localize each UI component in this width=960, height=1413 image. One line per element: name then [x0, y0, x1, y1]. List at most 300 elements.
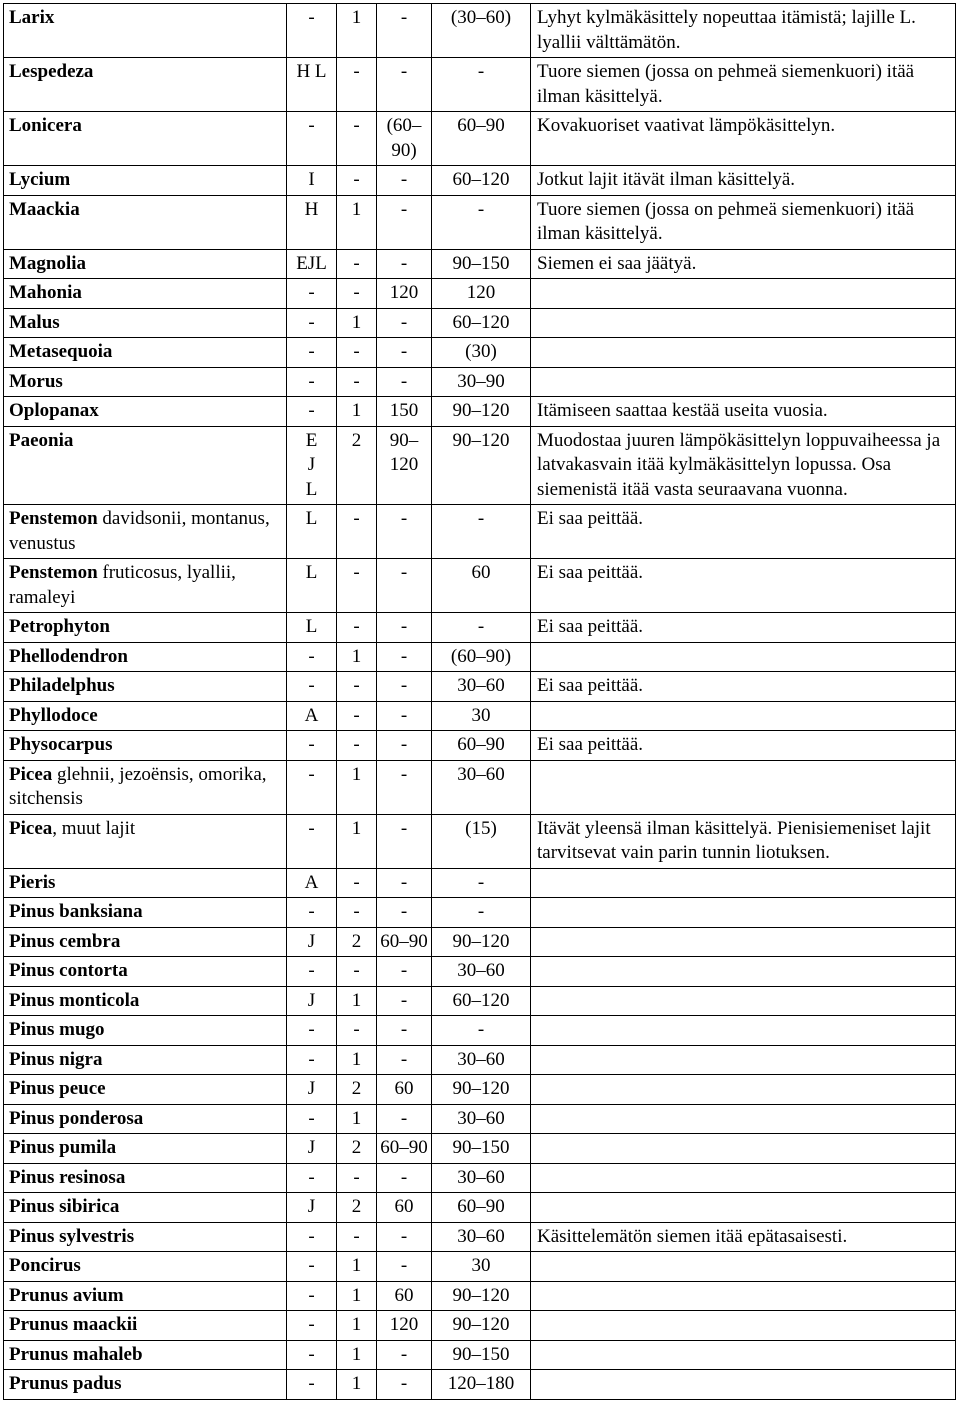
- value-cell-c: -: [377, 166, 432, 196]
- value-cell-a: L: [287, 505, 337, 559]
- value-cell-a: L: [287, 613, 337, 643]
- value-cell-a: J: [287, 1075, 337, 1105]
- genus-name: Pinus mugo: [9, 1019, 105, 1040]
- genus-name: Pinus peuce: [9, 1078, 106, 1099]
- value-cell-d: -: [432, 898, 531, 928]
- table-row: [4, 1045, 956, 1075]
- note-cell: Ei saa peittää.: [531, 505, 956, 559]
- genus-name: Pinus pumila: [9, 1137, 117, 1158]
- genus-name: Prunus mahaleb: [9, 1343, 143, 1365]
- value-cell-b: -: [337, 249, 377, 279]
- genus-name: Phyllodoce: [9, 704, 98, 726]
- value-cell-c: -: [377, 58, 432, 112]
- genus-name: Pinus banksiana: [9, 901, 143, 922]
- table-row: [4, 559, 956, 613]
- value-cell-a: -: [287, 279, 337, 309]
- value-cell-b: -: [337, 338, 377, 368]
- note-cell: [531, 1281, 956, 1311]
- value-cell-c: -: [377, 1252, 432, 1282]
- note-cell: [531, 338, 956, 368]
- note-cell: [531, 898, 956, 928]
- value-cell-b: 1: [337, 1045, 377, 1075]
- value-cell-c: 60–90: [377, 927, 432, 957]
- table-row: [4, 868, 956, 898]
- plant-name-cell: [4, 814, 287, 868]
- value-cell-d: 30–60: [432, 1222, 531, 1252]
- value-cell-d: 30–60: [432, 672, 531, 702]
- value-cell-b: 2: [337, 927, 377, 957]
- value-cell-c: -: [377, 1340, 432, 1370]
- value-cell-d: 120: [432, 279, 531, 309]
- value-cell-c: -: [377, 760, 432, 814]
- note-cell: Ei saa peittää.: [531, 672, 956, 702]
- value-cell-b: -: [337, 957, 377, 987]
- value-cell-b: 1: [337, 1311, 377, 1341]
- value-cell-a: -: [287, 672, 337, 702]
- genus-name: Pinus resinosa: [9, 1166, 126, 1188]
- value-cell-a: -: [287, 112, 337, 166]
- table-row: [4, 338, 956, 368]
- note-cell: [531, 1045, 956, 1075]
- value-cell-d: 60–120: [432, 986, 531, 1016]
- value-cell-d: (30–60): [432, 4, 531, 58]
- value-cell-b: 1: [337, 1281, 377, 1311]
- plant-name-cell: [4, 1311, 287, 1341]
- value-cell-d: 90–120: [432, 1075, 531, 1105]
- note-cell: [531, 642, 956, 672]
- plant-name-cell: [4, 1134, 287, 1164]
- value-cell-a: -: [287, 1340, 337, 1370]
- note-cell: Siemen ei saa jäätyä.: [531, 249, 956, 279]
- value-cell-b: 1: [337, 986, 377, 1016]
- genus-name: Pinus nigra: [9, 1048, 103, 1070]
- value-cell-a: -: [287, 1311, 337, 1341]
- value-cell-d: 90–120: [432, 426, 531, 505]
- note-cell: [531, 760, 956, 814]
- genus-name: Pinus ponderosa: [9, 1107, 144, 1129]
- table-row: [4, 1370, 956, 1400]
- value-cell-d: 60: [432, 559, 531, 613]
- value-cell-c: -: [377, 1370, 432, 1400]
- value-cell-a: -: [287, 1045, 337, 1075]
- note-cell: [531, 957, 956, 987]
- note-cell: Tuore siemen (jossa on pehmeä siemenkuori) itää ilman käsittelyä.: [531, 58, 956, 112]
- value-cell-b: 1: [337, 1370, 377, 1400]
- value-cell-d: 30–60: [432, 1045, 531, 1075]
- value-cell-b: 2: [337, 1075, 377, 1105]
- plant-name-cell: [4, 426, 287, 505]
- value-cell-c: -: [377, 505, 432, 559]
- table-row: [4, 249, 956, 279]
- table-row: [4, 1163, 956, 1193]
- plant-name-cell: [4, 642, 287, 672]
- plant-name-cell: [4, 166, 287, 196]
- value-cell-b: 1: [337, 814, 377, 868]
- value-cell-d: 90–150: [432, 1134, 531, 1164]
- table-row: [4, 426, 956, 505]
- value-cell-d: 90–150: [432, 1340, 531, 1370]
- genus-name: Phellodendron: [9, 645, 128, 667]
- value-cell-c: -: [377, 559, 432, 613]
- value-cell-a: -: [287, 957, 337, 987]
- value-cell-d: -: [432, 868, 531, 898]
- genus-name: Lonicera: [9, 115, 82, 136]
- value-cell-c: -: [377, 731, 432, 761]
- value-cell-d: 30: [432, 1252, 531, 1282]
- genus-name: Oplopanax: [9, 400, 99, 421]
- note-cell: [531, 1134, 956, 1164]
- plant-name-cell: [4, 58, 287, 112]
- plant-name-cell: [4, 868, 287, 898]
- genus-name: Magnolia: [9, 252, 87, 274]
- genus-name: Prunus maackii: [9, 1314, 138, 1335]
- note-cell: Itävät yleensä ilman käsittelyä. Pienisiemeniset lajit tarvitsevat vain parin tunnin liotuksen.: [531, 814, 956, 868]
- value-cell-b: -: [337, 701, 377, 731]
- plant-name-cell: [4, 898, 287, 928]
- plant-name-cell: [4, 249, 287, 279]
- note-cell: Käsittelemätön siemen itää epätasaisesti.: [531, 1222, 956, 1252]
- value-cell-c: -: [377, 4, 432, 58]
- value-cell-c: -: [377, 672, 432, 702]
- value-cell-c: 120: [377, 1311, 432, 1341]
- value-cell-c: 60: [377, 1281, 432, 1311]
- value-cell-a: J: [287, 986, 337, 1016]
- value-cell-a: -: [287, 4, 337, 58]
- note-cell: [531, 367, 956, 397]
- value-cell-a: -: [287, 367, 337, 397]
- value-cell-b: -: [337, 1016, 377, 1046]
- value-cell-a: -: [287, 1370, 337, 1400]
- table-row: [4, 642, 956, 672]
- value-cell-a: J: [287, 1134, 337, 1164]
- value-cell-c: 60: [377, 1075, 432, 1105]
- note-cell: Muodostaa juuren lämpökäsittelyn loppuvaiheessa ja latvakasvain itää kylmäkäsittelyn lopussa. Osa siemenistä itää vasta seuraavana vuonna.: [531, 426, 956, 505]
- plant-name-cell: [4, 1075, 287, 1105]
- plant-name-cell: [4, 1252, 287, 1282]
- value-cell-d: -: [432, 195, 531, 249]
- genus-name: Prunus padus: [9, 1373, 122, 1394]
- value-cell-d: 60–90: [432, 731, 531, 761]
- value-cell-c: -: [377, 249, 432, 279]
- value-cell-c: -: [377, 613, 432, 643]
- value-cell-a: A: [287, 701, 337, 731]
- note-cell: Ei saa peittää.: [531, 613, 956, 643]
- plant-name-cell: [4, 308, 287, 338]
- note-cell: Ei saa peittää.: [531, 731, 956, 761]
- table-row: [4, 1016, 956, 1046]
- value-cell-a: -: [287, 1281, 337, 1311]
- value-cell-c: -: [377, 195, 432, 249]
- value-cell-a: H L: [287, 58, 337, 112]
- value-cell-d: 60–120: [432, 166, 531, 196]
- value-cell-c: -: [377, 701, 432, 731]
- genus-name: Lycium: [9, 169, 71, 190]
- value-cell-a: A: [287, 868, 337, 898]
- value-cell-d: 60–90: [432, 1193, 531, 1223]
- note-cell: [531, 986, 956, 1016]
- genus-name: Morus: [9, 370, 63, 392]
- value-cell-d: -: [432, 613, 531, 643]
- value-cell-b: 1: [337, 308, 377, 338]
- plant-name-cell: [4, 1193, 287, 1223]
- value-cell-c: -: [377, 1045, 432, 1075]
- value-cell-a: -: [287, 1222, 337, 1252]
- value-cell-a: EJL: [287, 249, 337, 279]
- genus-name: Pinus sibirica: [9, 1196, 120, 1217]
- value-cell-b: -: [337, 1163, 377, 1193]
- value-cell-d: -: [432, 505, 531, 559]
- table-row: [4, 397, 956, 427]
- value-cell-a: E J L: [287, 426, 337, 505]
- value-cell-b: -: [337, 898, 377, 928]
- genus-name: Petrophyton: [9, 616, 110, 637]
- table-row: [4, 613, 956, 643]
- value-cell-a: I: [287, 166, 337, 196]
- note-cell: [531, 1311, 956, 1341]
- value-cell-c: 90–120: [377, 426, 432, 505]
- table-row: [4, 1281, 956, 1311]
- note-cell: [531, 308, 956, 338]
- value-cell-b: 1: [337, 397, 377, 427]
- plant-name-cell: [4, 1016, 287, 1046]
- value-cell-c: -: [377, 898, 432, 928]
- note-cell: [531, 1163, 956, 1193]
- value-cell-a: J: [287, 927, 337, 957]
- value-cell-a: -: [287, 1163, 337, 1193]
- note-cell: [531, 1193, 956, 1223]
- value-cell-a: -: [287, 1252, 337, 1282]
- table-body: [4, 4, 956, 1400]
- value-cell-a: -: [287, 814, 337, 868]
- genus-name: Pinus cembra: [9, 930, 121, 952]
- value-cell-d: 90–120: [432, 1281, 531, 1311]
- value-cell-b: 2: [337, 1134, 377, 1164]
- value-cell-b: 1: [337, 642, 377, 672]
- genus-name: Pinus sylvestris: [9, 1225, 135, 1247]
- plant-name-cell: [4, 672, 287, 702]
- note-cell: [531, 1016, 956, 1046]
- genus-name: Metasequoia: [9, 341, 113, 362]
- genus-name: Picea: [9, 817, 53, 839]
- table-row: [4, 279, 956, 309]
- value-cell-b: -: [337, 505, 377, 559]
- value-cell-d: 90–120: [432, 1311, 531, 1341]
- value-cell-b: -: [337, 112, 377, 166]
- plant-name-cell: [4, 112, 287, 166]
- value-cell-b: 2: [337, 426, 377, 505]
- plant-name-cell: [4, 338, 287, 368]
- genus-name: Maackia: [9, 198, 80, 220]
- note-cell: [531, 1075, 956, 1105]
- plant-name-cell: [4, 1045, 287, 1075]
- plant-name-cell: [4, 505, 287, 559]
- value-cell-b: 1: [337, 1104, 377, 1134]
- plant-name-cell: [4, 957, 287, 987]
- plant-name-cell: [4, 760, 287, 814]
- value-cell-a: L: [287, 559, 337, 613]
- plant-name-cell: [4, 4, 287, 58]
- table-row: [4, 308, 956, 338]
- genus-name: Philadelphus: [9, 675, 115, 696]
- table-row: [4, 672, 956, 702]
- table-row: [4, 166, 956, 196]
- value-cell-b: -: [337, 613, 377, 643]
- value-cell-b: 2: [337, 1193, 377, 1223]
- note-cell: [531, 868, 956, 898]
- genus-name: Poncirus: [9, 1255, 81, 1276]
- table-row: [4, 58, 956, 112]
- genus-name: Picea: [9, 763, 53, 785]
- table-row: [4, 4, 956, 58]
- table-row: [4, 1104, 956, 1134]
- value-cell-a: -: [287, 1104, 337, 1134]
- plant-name-cell: [4, 1163, 287, 1193]
- value-cell-a: -: [287, 397, 337, 427]
- plant-name-cell: [4, 613, 287, 643]
- table-row: [4, 1340, 956, 1370]
- value-cell-a: -: [287, 308, 337, 338]
- value-cell-c: -: [377, 986, 432, 1016]
- value-cell-d: (60–90): [432, 642, 531, 672]
- value-cell-d: 30–60: [432, 760, 531, 814]
- value-cell-c: -: [377, 308, 432, 338]
- genus-name: Paeonia: [9, 429, 74, 451]
- value-cell-c: (60–90): [377, 112, 432, 166]
- table-row: [4, 927, 956, 957]
- value-cell-c: -: [377, 1016, 432, 1046]
- value-cell-b: 1: [337, 195, 377, 249]
- value-cell-d: -: [432, 1016, 531, 1046]
- note-cell: Itämiseen saattaa kestää useita vuosia.: [531, 397, 956, 427]
- value-cell-b: -: [337, 58, 377, 112]
- value-cell-d: 60–120: [432, 308, 531, 338]
- value-cell-b: -: [337, 279, 377, 309]
- plant-name-cell: [4, 279, 287, 309]
- value-cell-b: 1: [337, 1340, 377, 1370]
- value-cell-b: -: [337, 731, 377, 761]
- value-cell-d: 30–60: [432, 957, 531, 987]
- value-cell-b: -: [337, 672, 377, 702]
- table-row: [4, 701, 956, 731]
- value-cell-b: 1: [337, 760, 377, 814]
- note-cell: Ei saa peittää.: [531, 559, 956, 613]
- table-row: [4, 1134, 956, 1164]
- table-row: [4, 1311, 956, 1341]
- table-row: [4, 760, 956, 814]
- value-cell-d: 30–60: [432, 1163, 531, 1193]
- note-cell: [531, 927, 956, 957]
- value-cell-c: -: [377, 642, 432, 672]
- table-row: [4, 898, 956, 928]
- species-names: , muut lajit: [52, 817, 136, 839]
- plant-name-cell: [4, 701, 287, 731]
- genus-name: Malus: [9, 311, 60, 333]
- plant-name-cell: [4, 367, 287, 397]
- value-cell-a: -: [287, 338, 337, 368]
- genus-name: Pinus monticola: [9, 989, 140, 1011]
- value-cell-d: 90–120: [432, 927, 531, 957]
- value-cell-a: -: [287, 731, 337, 761]
- species-names: davidsonii, montanus, venustus: [9, 508, 270, 554]
- value-cell-a: J: [287, 1193, 337, 1223]
- plant-name-cell: [4, 397, 287, 427]
- genus-name: Lespedeza: [9, 61, 94, 82]
- note-cell: [531, 279, 956, 309]
- value-cell-b: -: [337, 868, 377, 898]
- plant-name-cell: [4, 1370, 287, 1400]
- table-row: [4, 505, 956, 559]
- species-names: glehnii, jezoënsis, omorika, sitchensis: [9, 763, 267, 809]
- value-cell-d: 30: [432, 701, 531, 731]
- table-row: [4, 957, 956, 987]
- note-cell: Jotkut lajit itävät ilman käsittelyä.: [531, 166, 956, 196]
- value-cell-d: 120–180: [432, 1370, 531, 1400]
- value-cell-c: -: [377, 338, 432, 368]
- genus-name: Larix: [9, 7, 55, 28]
- value-cell-a: -: [287, 642, 337, 672]
- value-cell-d: (15): [432, 814, 531, 868]
- plant-name-cell: [4, 1222, 287, 1252]
- plant-name-cell: [4, 986, 287, 1016]
- value-cell-c: -: [377, 367, 432, 397]
- genus-name: Pinus contorta: [9, 960, 128, 981]
- genus-name: Pieris: [9, 871, 56, 893]
- table-row: [4, 195, 956, 249]
- species-names: fruticosus, lyallii, ramaleyi: [9, 562, 236, 608]
- note-cell: Tuore siemen (jossa on pehmeä siemenkuori) itää ilman käsittelyä.: [531, 195, 956, 249]
- value-cell-c: -: [377, 814, 432, 868]
- table-row: [4, 731, 956, 761]
- value-cell-c: -: [377, 1104, 432, 1134]
- table-row: [4, 1252, 956, 1282]
- value-cell-d: 90–120: [432, 397, 531, 427]
- value-cell-a: -: [287, 1016, 337, 1046]
- table-row: [4, 112, 956, 166]
- value-cell-a: H: [287, 195, 337, 249]
- value-cell-c: 60–90: [377, 1134, 432, 1164]
- value-cell-b: -: [337, 166, 377, 196]
- value-cell-c: -: [377, 868, 432, 898]
- value-cell-a: -: [287, 898, 337, 928]
- value-cell-b: -: [337, 1222, 377, 1252]
- value-cell-d: (30): [432, 338, 531, 368]
- table-row: [4, 1222, 956, 1252]
- value-cell-b: 1: [337, 4, 377, 58]
- plant-name-cell: [4, 1104, 287, 1134]
- value-cell-a: -: [287, 760, 337, 814]
- note-cell: [531, 1104, 956, 1134]
- genus-name: Physocarpus: [9, 734, 113, 755]
- table-row: [4, 1193, 956, 1223]
- note-cell: [531, 1340, 956, 1370]
- note-cell: Kovakuoriset vaativat lämpökäsittelyn.: [531, 112, 956, 166]
- value-cell-c: 150: [377, 397, 432, 427]
- table-row: [4, 367, 956, 397]
- note-cell: Lyhyt kylmäkäsittely nopeuttaa itämistä; lajille L. lyallii välttämätön.: [531, 4, 956, 58]
- value-cell-d: 30–90: [432, 367, 531, 397]
- plant-name-cell: [4, 1281, 287, 1311]
- seed-treatment-table: [3, 3, 956, 1400]
- value-cell-c: 120: [377, 279, 432, 309]
- value-cell-c: -: [377, 1163, 432, 1193]
- value-cell-d: -: [432, 58, 531, 112]
- value-cell-b: -: [337, 559, 377, 613]
- table-row: [4, 1075, 956, 1105]
- genus-name: Mahonia: [9, 282, 82, 303]
- value-cell-b: -: [337, 367, 377, 397]
- value-cell-b: 1: [337, 1252, 377, 1282]
- value-cell-d: 30–60: [432, 1104, 531, 1134]
